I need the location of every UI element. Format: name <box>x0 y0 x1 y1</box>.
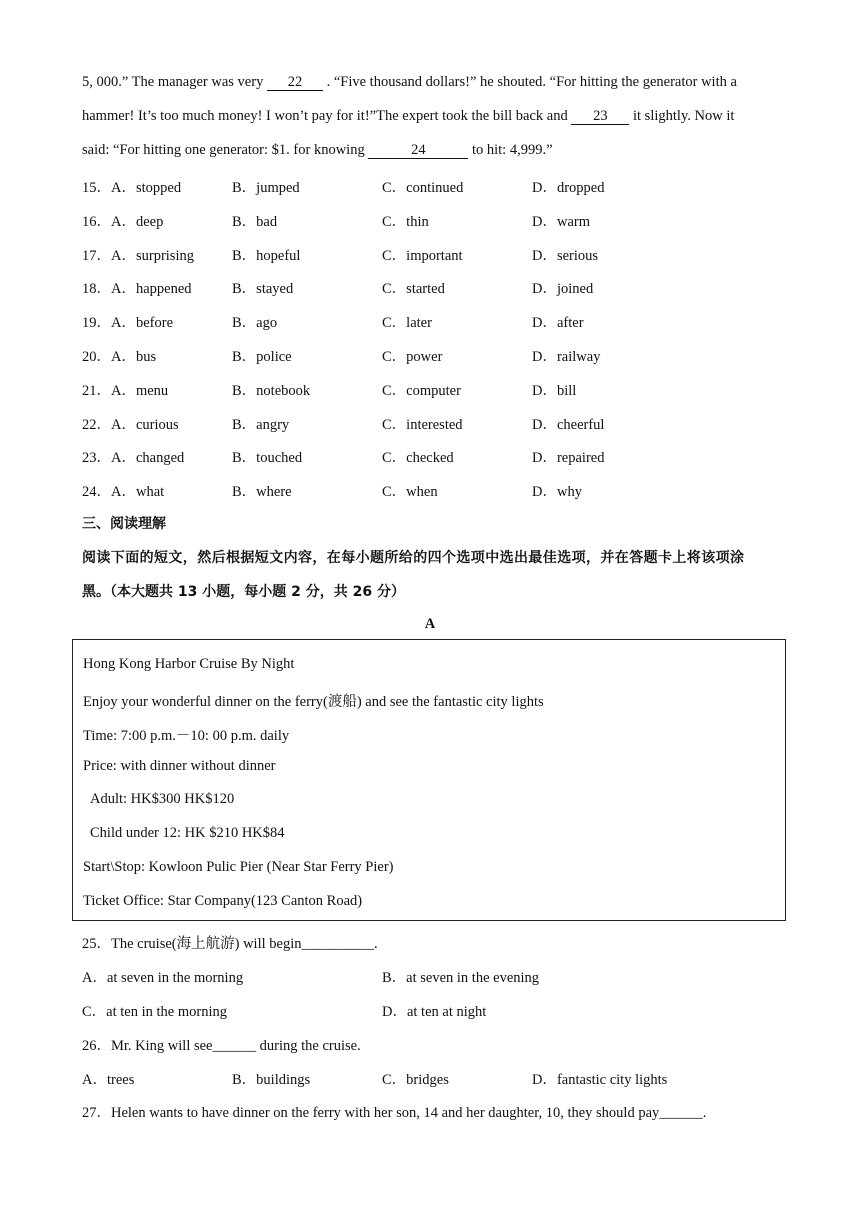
ad-price-adult: Adult: HK$300 HK$120 <box>90 791 235 807</box>
option-d: D．after <box>532 315 584 331</box>
passage-text: to hit: 4,999.” <box>468 142 553 158</box>
option-b: B．hopeful <box>232 248 301 264</box>
q26-option-c: C．bridges <box>382 1072 449 1088</box>
q25-option-c: C．at ten in the morning <box>82 1004 227 1020</box>
option-c: C．continued <box>382 180 464 196</box>
question-number-and-option-a: 16．A．deep <box>82 214 164 230</box>
option-b: B．touched <box>232 450 303 466</box>
passage-text: said: “For hitting one generator: $1. for knowing <box>82 142 369 158</box>
section-instruction-line-2: 黑。（本大题共 13 小题，每小题 2 分，共 26 分） <box>82 584 405 600</box>
ad-subtitle: Enjoy your wonderful dinner on the ferry(渡船) and see the fantastic city lights <box>83 694 544 710</box>
passage-text: . “Five thousand dollars!” he shouted. “For hitting the generator with a <box>322 74 737 90</box>
question-25-stem: 25．The cruise(海上航游) will begin__________. <box>82 936 378 952</box>
q25-option-b: B．at seven in the evening <box>382 970 540 986</box>
option-c: C．when <box>382 484 438 500</box>
part-label: A <box>424 616 436 632</box>
option-d: D．dropped <box>532 180 605 196</box>
question-number-and-option-a: 23．A．changed <box>82 450 185 466</box>
section-heading: 三、阅读理解 <box>82 516 166 532</box>
passage-text: 5, 000.” The manager was very <box>82 74 267 90</box>
ad-title: Hong Kong Harbor Cruise By Night <box>83 656 295 672</box>
ad-ticket-office: Ticket Office: Star Company(123 Canton Road) <box>83 893 363 909</box>
question-26-stem: 26．Mr. King will see______ during the cruise. <box>82 1038 361 1054</box>
ad-time: Time: 7:00 p.m.－10: 00 p.m. daily <box>83 728 290 744</box>
option-c: C．important <box>382 248 463 264</box>
option-c: C．interested <box>382 417 463 433</box>
option-c: C．started <box>382 281 445 297</box>
option-d: D．bill <box>532 383 577 399</box>
q26-option-d: D．fantastic city lights <box>532 1072 668 1088</box>
option-d: D．cheerful <box>532 417 605 433</box>
question-number-and-option-a: 24．A．what <box>82 484 165 500</box>
option-b: B．bad <box>232 214 278 230</box>
option-d: D．warm <box>532 214 590 230</box>
option-c: C．thin <box>382 214 429 230</box>
question-number-and-option-a: 21．A．menu <box>82 383 169 399</box>
ad-price-child: Child under 12: HK $210 HK$84 <box>90 825 285 841</box>
ad-start-stop: Start\Stop: Kowloon Pulic Pier (Near Star Ferry Pier) <box>83 859 394 875</box>
option-d: D．repaired <box>532 450 605 466</box>
option-c: C．later <box>382 315 432 331</box>
passage-text: it slightly. Now it <box>629 108 735 124</box>
option-b: B．notebook <box>232 383 311 399</box>
question-number-and-option-a: 19．A．before <box>82 315 174 331</box>
q25-option-d: D．at ten at night <box>382 1004 487 1020</box>
option-b: B．jumped <box>232 180 300 196</box>
q26-option-a: A．trees <box>82 1072 135 1088</box>
option-d: D．railway <box>532 349 601 365</box>
blank-23: 23 <box>571 109 629 125</box>
question-number-and-option-a: 17．A．surprising <box>82 248 194 264</box>
option-d: D．why <box>532 484 582 500</box>
cruise-advertisement-box <box>72 639 786 921</box>
q26-option-b: B．buildings <box>232 1072 311 1088</box>
section-instruction-line-1: 阅读下面的短文，然后根据短文内容，在每小题所给的四个选项中选出最佳选项，并在答题卡上将该项涂 <box>82 550 745 566</box>
passage-text: hammer! It’s too much money! I won’t pay for it!”The expert took the bill back and <box>82 108 572 124</box>
question-number-and-option-a: 18．A．happened <box>82 281 192 297</box>
passage-line-2 <box>82 108 734 125</box>
passage-line-1 <box>82 74 737 91</box>
option-b: B．stayed <box>232 281 294 297</box>
option-c: C．computer <box>382 383 461 399</box>
option-d: D．serious <box>532 248 599 264</box>
blank-22: 22 <box>267 75 323 91</box>
ad-price-header: Price: with dinner without dinner <box>83 758 276 774</box>
question-number-and-option-a: 20．A．bus <box>82 349 157 365</box>
option-d: D．joined <box>532 281 594 297</box>
question-number-and-option-a: 22．A．curious <box>82 417 179 433</box>
option-c: C．checked <box>382 450 454 466</box>
option-b: B．ago <box>232 315 278 331</box>
option-c: C．power <box>382 349 443 365</box>
option-b: B．police <box>232 349 292 365</box>
blank-24: 24 <box>368 143 468 159</box>
option-b: B．where <box>232 484 292 500</box>
passage-line-3 <box>82 142 553 159</box>
question-number-and-option-a: 15．A．stopped <box>82 180 182 196</box>
option-b: B．angry <box>232 417 290 433</box>
q25-option-a: A．at seven in the morning <box>82 970 244 986</box>
question-27-stem: 27．Helen wants to have dinner on the ferry with her son, 14 and her daughter, 10, they should pay______. <box>82 1105 707 1121</box>
